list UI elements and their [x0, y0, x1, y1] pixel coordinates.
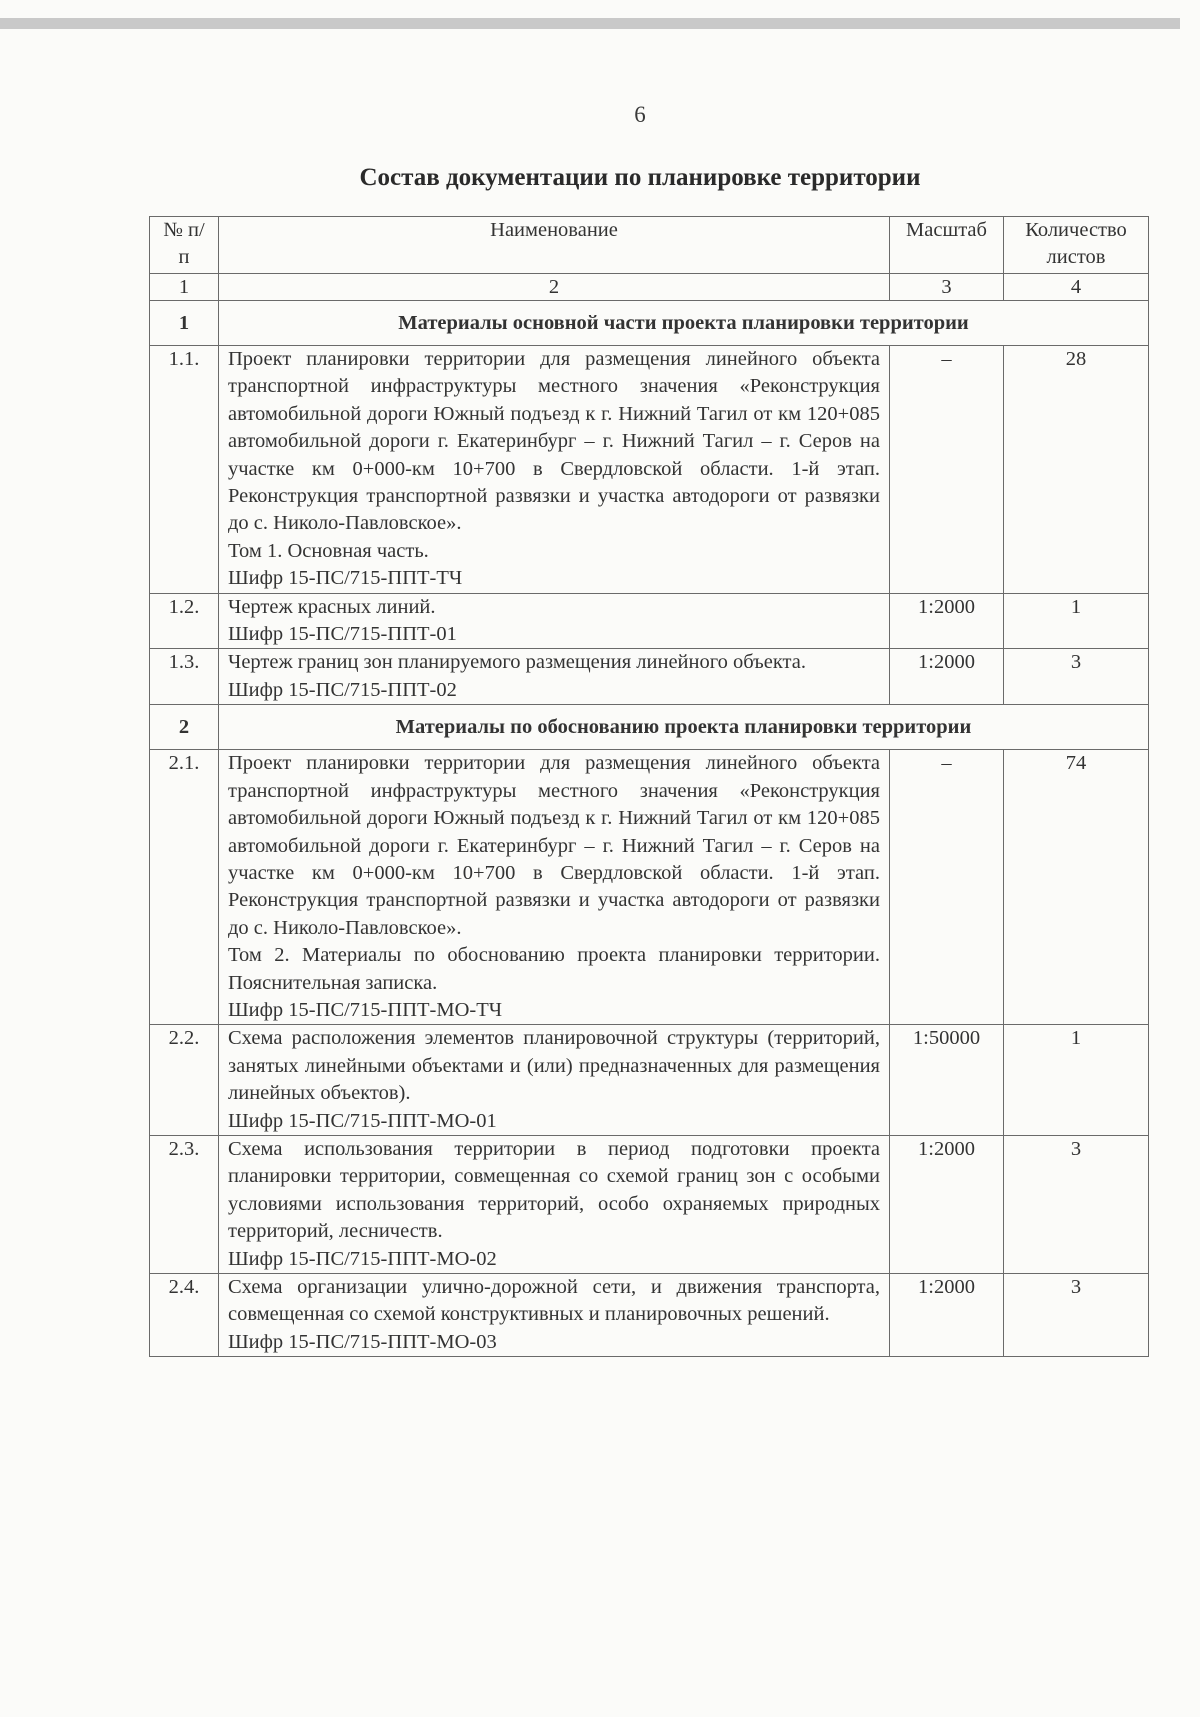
row-number: 1.3.	[150, 649, 219, 705]
table-row	[150, 593, 1149, 649]
row-scale: 1:2000	[890, 1274, 1004, 1357]
section-number: 1	[150, 301, 219, 346]
row-code: Шифр 15-ПС/715-ППТ-02	[228, 678, 457, 701]
row-sheets: 1	[1004, 593, 1149, 649]
row-text: Проект планировки территории для размещения линейного объекта транспортной инфраструктуры местного значения «Реконструкция автомобильной дороги Южный подъезд к г. Нижний Тагил от км 120+085 автомобильной дороги г. Екатеринбург – г. Нижний Тагил – г. Серов на участке км 0+000-км 10+700 в Свердловской области. 1-й этап. Реконструкция транспортной развязки и участка автодороги от развязки до с. Николо-Павловское».	[228, 752, 880, 939]
table-row	[150, 1274, 1149, 1357]
row-scale: –	[890, 750, 1004, 1025]
row-name	[219, 649, 890, 705]
column-number: 3	[890, 274, 1004, 301]
table-row	[150, 649, 1149, 705]
column-number: 1	[150, 274, 219, 301]
row-text: Чертеж красных линий.	[228, 595, 436, 618]
table-row	[150, 750, 1149, 1025]
column-number: 2	[219, 274, 890, 301]
row-number: 1.2.	[150, 593, 219, 649]
table-row	[150, 346, 1149, 594]
row-number: 2.3.	[150, 1135, 219, 1273]
row-text: Чертеж границ зон планируемого размещения линейного объекта.	[228, 651, 806, 674]
row-text: Схема использования территории в период подготовки проекта планировки территории, совмещенная со схемой границ зон с особыми условиями использования территорий, особо охраняемых природных территорий, лесничеств.	[228, 1137, 880, 1243]
row-sheets: 3	[1004, 649, 1149, 705]
documentation-table	[149, 216, 1149, 1357]
header-name: Наименование	[219, 217, 890, 274]
column-number-row	[150, 274, 1149, 301]
row-sheets: 3	[1004, 1274, 1149, 1357]
page-title: Состав документации по планировке территории	[359, 164, 921, 191]
row-number: 2.1.	[150, 750, 219, 1025]
row-text: Проект планировки территории для размещения линейного объекта транспортной инфраструктуры местного значения «Реконструкция автомобильной дороги Южный подъезд к г. Нижний Тагил от км 120+085 автомобильной дороги г. Екатеринбург – г. Нижний Тагил – г. Серов на участке км 0+000-км 10+700 в Свердловской области. 1-й этап. Реконструкция транспортной развязки и участка автодороги от развязки до с. Николо-Павловское».	[228, 348, 880, 535]
row-volume: Том 1. Основная часть.	[228, 539, 429, 562]
row-number: 1.1.	[150, 346, 219, 594]
header-num: № п/п	[150, 217, 219, 274]
row-number: 2.4.	[150, 1274, 219, 1357]
row-name	[219, 1025, 890, 1136]
row-code: Шифр 15-ПС/715-ППТ-01	[228, 623, 457, 646]
row-code: Шифр 15-ПС/715-ППТ-МО-02	[228, 1247, 497, 1270]
row-volume: Том 2. Материалы по обоснованию проекта планировки территории. Пояснительная записка.	[228, 944, 880, 994]
row-sheets: 3	[1004, 1135, 1149, 1273]
section-number: 2	[150, 705, 219, 750]
row-text: Схема расположения элементов планировочной структуры (территорий, занятых линейными объектами и (или) предназначенных для размещения линейных объектов).	[228, 1027, 880, 1105]
page-number: 6	[634, 102, 646, 127]
table-row	[150, 1135, 1149, 1273]
row-text: Схема организации улично-дорожной сети, и движения транспорта, совмещенная со схемой конструктивных и планировочных решений.	[228, 1276, 880, 1326]
header-sheets: Количество листов	[1004, 217, 1149, 274]
header-scale: Масштаб	[890, 217, 1004, 274]
section-title: Материалы основной части проекта планировки территории	[219, 301, 1149, 346]
row-number: 2.2.	[150, 1025, 219, 1136]
table-header-row	[150, 217, 1149, 274]
row-sheets: 1	[1004, 1025, 1149, 1136]
row-scale: 1:2000	[890, 1135, 1004, 1273]
row-name	[219, 1274, 890, 1357]
row-scale: 1:2000	[890, 649, 1004, 705]
table-row	[150, 1025, 1149, 1136]
row-scale: 1:50000	[890, 1025, 1004, 1136]
row-name	[219, 346, 890, 594]
row-code: Шифр 15-ПС/715-ППТ-МО-ТЧ	[228, 998, 503, 1021]
section-title: Материалы по обоснованию проекта планировки территории	[219, 705, 1149, 750]
row-sheets: 74	[1004, 750, 1149, 1025]
section-row	[150, 301, 1149, 346]
row-scale: 1:2000	[890, 593, 1004, 649]
row-code: Шифр 15-ПС/715-ППТ-МО-03	[228, 1330, 497, 1353]
row-name	[219, 750, 890, 1025]
row-code: Шифр 15-ПС/715-ППТ-ТЧ	[228, 567, 463, 590]
scan-top-border	[0, 18, 1180, 29]
row-code: Шифр 15-ПС/715-ППТ-МО-01	[228, 1109, 497, 1132]
section-row	[150, 705, 1149, 750]
column-number: 4	[1004, 274, 1149, 301]
row-name	[219, 593, 890, 649]
row-scale: –	[890, 346, 1004, 594]
row-name	[219, 1135, 890, 1273]
row-sheets: 28	[1004, 346, 1149, 594]
